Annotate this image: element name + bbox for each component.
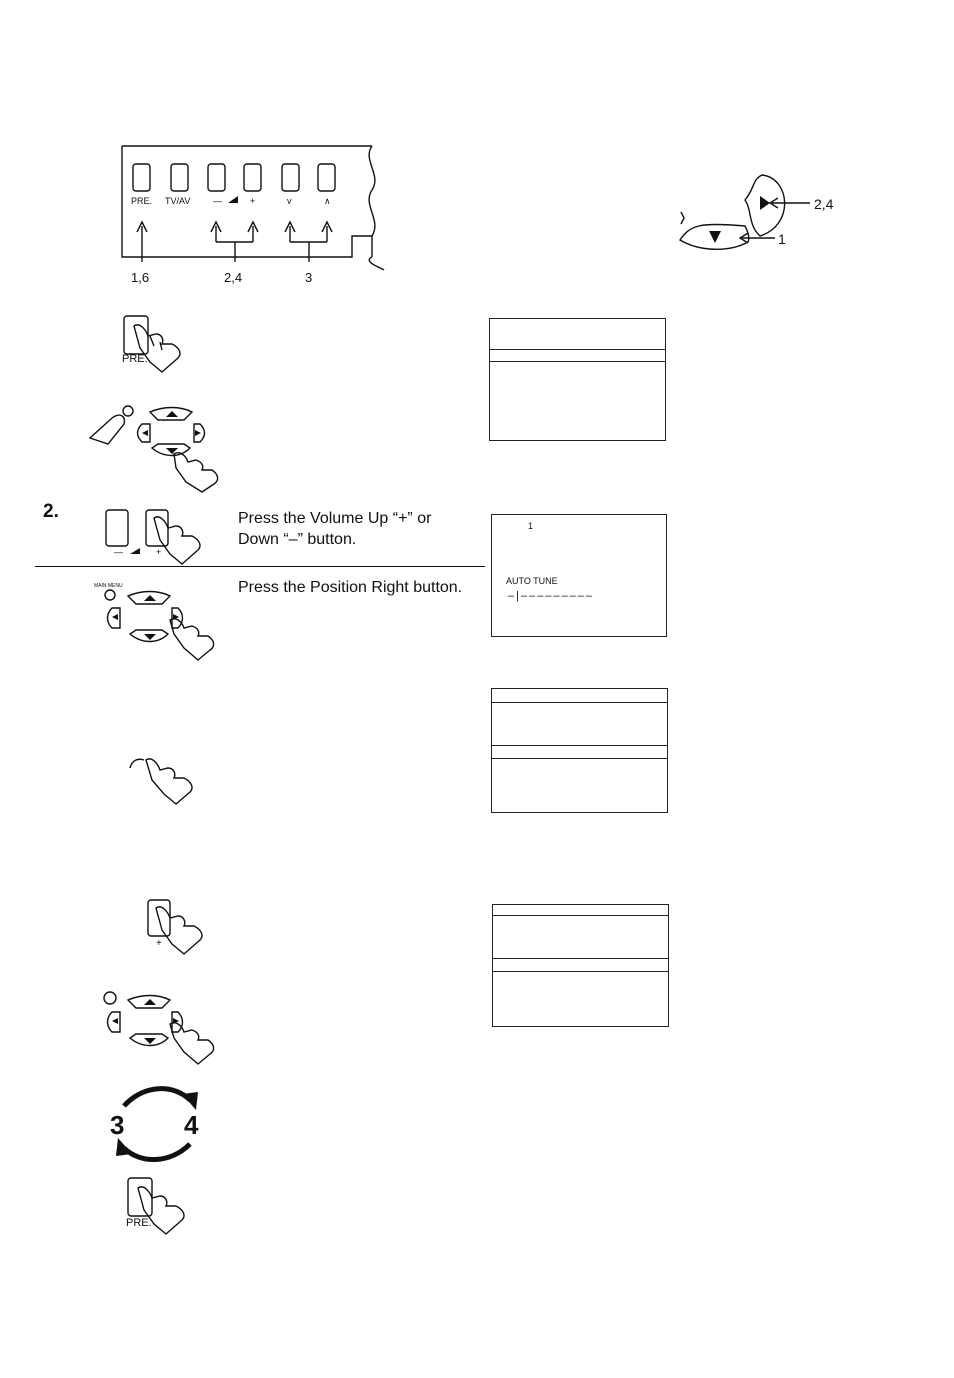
pre-end-icon-label: PRE. (126, 1217, 152, 1229)
down-icon (144, 634, 156, 640)
tune-progress-bar: –|––––––––– (508, 590, 595, 602)
step-divider (35, 566, 485, 567)
up-icon (144, 595, 156, 601)
volume-wedge-small-icon (130, 548, 140, 554)
left-icon (142, 430, 148, 436)
remote-cursor-diagram (0, 0, 954, 300)
up-icon (144, 999, 156, 1005)
step-3-text: Press the Position Right button. (238, 579, 463, 596)
remote-callout-2-4: 2,4 (814, 196, 834, 212)
pre-label: PRE. (131, 196, 153, 206)
osd-screen-autotune (491, 514, 667, 637)
left-icon (112, 614, 118, 620)
remote-cross-down-icon (86, 398, 246, 498)
tvav-label: TV/AV (165, 196, 191, 206)
minus-mark: — (114, 547, 123, 557)
up-icon (166, 411, 178, 417)
callout-1-6: 1,6 (131, 270, 150, 285)
hand-press-partial-icon (120, 750, 220, 810)
right-arrow-icon (760, 196, 770, 210)
remote-cross-right-repeat-icon (100, 984, 260, 1084)
tune-label: AUTO TUNE (506, 576, 558, 586)
hand-press-plus-icon (134, 894, 234, 964)
callout-2-4: 2,4 (224, 270, 243, 285)
callout-3: 3 (305, 270, 313, 285)
step-2-number: 2. (43, 501, 59, 522)
repeat-loop-diagram (104, 1080, 224, 1170)
minus-label: — (213, 196, 222, 206)
plus-mark: + (156, 547, 162, 557)
plus-icon-label: + (156, 938, 162, 949)
ch-down-label: v (287, 196, 292, 206)
down-arrow-icon (709, 231, 721, 243)
hand-press-pre-end-icon (104, 1170, 224, 1240)
osd-screen-3 (491, 688, 668, 813)
ch-up-label: ∧ (324, 196, 331, 206)
osd-screen-1 (489, 318, 666, 441)
osd-screen-4 (492, 904, 669, 1027)
volume-buttons-hand-icon (100, 502, 220, 572)
loop-to-number: 4 (184, 1110, 199, 1140)
right-icon (195, 430, 201, 436)
remote-cross-right-icon (92, 578, 252, 678)
plus-label: + (250, 196, 256, 206)
loop-from-number: 3 (110, 1110, 125, 1140)
tune-channel-number: 1 (528, 521, 534, 531)
pre-icon-label: PRE. (122, 353, 148, 365)
main-menu-label: MAIN MENU (94, 583, 123, 589)
loop-arrow-right-icon (182, 1092, 198, 1110)
down-icon (144, 1038, 156, 1044)
hand-press-pre-icon (100, 310, 220, 380)
loop-arrow-left-icon (116, 1138, 132, 1156)
step-2-text: Press the Volume Up “+” or Down “–” button. (238, 510, 432, 548)
left-icon (112, 1018, 118, 1024)
remote-callout-1: 1 (778, 231, 786, 247)
